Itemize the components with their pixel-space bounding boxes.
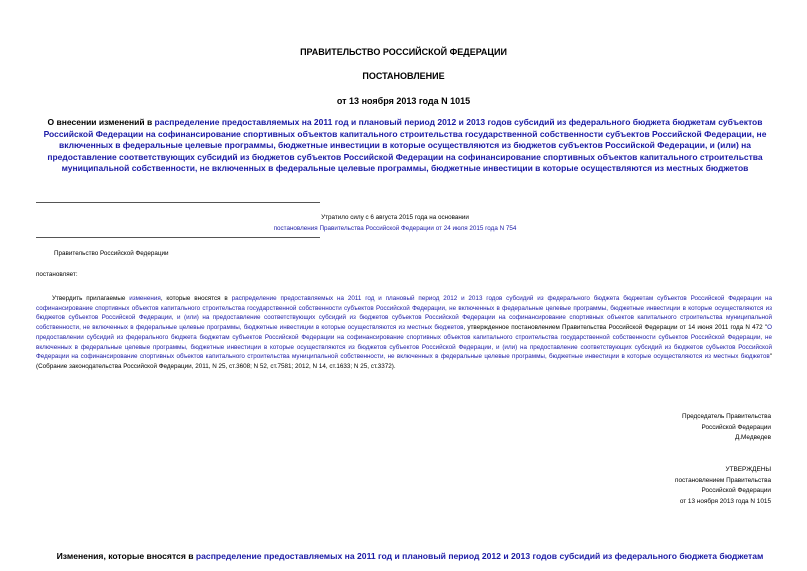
divider-top	[36, 202, 320, 203]
resolution-472-link[interactable]: О предоставлении субсидий из федерального бюджета бюджетам субъектов Российской Федерации на софинансирование спортивных объектов капитального строительства государственной собственности субъектов Российской Федерации, не включенных в федеральные целевые программы, бюджетные инвестиции в которые осуществляются из бюджетов субъектов Российской Федерации, и (или) на предоставление соответствующих субсидий из бюджетов субъектов Российской Федерации на софинансирование спортивных объектов капитального строительства муниципальной собственности, не включенных в федеральные целевые программы, бюджетные инвестиции в которые осуществляются из местных бюджетов	[36, 324, 772, 361]
divider-bottom	[36, 237, 320, 238]
approval-date: от 13 ноября 2013 года N 1015	[679, 497, 771, 505]
approval-by: постановлением Правительства	[675, 476, 771, 484]
title-prefix: О внесении изменений в	[47, 117, 155, 127]
distribution-link[interactable]: распределение предоставляемых на 2011 год и плановый период 2012 и 2013 годов субсидий из федерального бюджета бюджетам субъектов Российской Федерации на софинансирование спортивных объектов капитального строительства государственной собственности субъектов Российской Федерации, не включенных в федеральные целевые программы, бюджетные инвестиции в которые осуществляются из бюджетов субъектов Российской Федерации, и (или) на предоставление соответствующих субсидий из бюджетов субъектов Российской Федерации на софинансирование спортивных объектов капитального строительства муниципальной собственности, не включенных в федеральные целевые программы, бюджетные инвестиции в которые осуществляются из местных бюджетов	[36, 295, 772, 332]
changes-heading-prefix: Изменения, которые вносятся в	[56, 551, 196, 561]
resolution-paragraph	[36, 294, 772, 372]
document-type: ПОСТАНОВЛЕНИЕ	[362, 71, 445, 81]
government-heading: ПРАВИТЕЛЬСТВО РОССИЙСКОЙ ФЕДЕРАЦИИ	[300, 47, 507, 57]
preamble-government: Правительство Российской Федерации	[54, 250, 169, 257]
title-link[interactable]: распределение предоставляемых на 2011 год и плановый период 2012 и 2013 годов субсидий из федерального бюджета бюджетам субъектов Российской Федерации на софинансирование спортивных объектов капитального строительства государственной собственности субъектов Российской Федерации, не включенных в федеральные целевые программы, бюджетные инвестиции в которые осуществляются из бюджетов субъектов Российской Федерации, и (или) на предоставление соответствующих субсидий из бюджетов субъектов Российской Федерации на софинансирование спортивных объектов капитального строительства муниципальной собственности, не включенных в федеральные целевые программы, бюджетные инвестиции в которые осуществляются из местных бюджетов	[43, 117, 767, 174]
repeal-text: Утратило силу с 6 августа 2015 года на основании	[321, 214, 469, 221]
body-text-4: " (Собрание законодательства Российской Федерации, 2011, N 25, ст.3608; N 52, ст.7581; 2012, N 14, ст.1633; N 25, ст.3372).	[36, 353, 772, 370]
body-text-2: , которые вносятся в	[160, 295, 232, 302]
repeal-link[interactable]: постановления Правительства Российской Федерации от 24 июля 2015 года N 754	[273, 224, 517, 232]
body-text-3: , утвержденное постановлением Правительства Российской Федерации от 14 июня 2011 года N 472 "	[463, 324, 768, 332]
repeal-note	[240, 213, 550, 234]
approval-heading: УТВЕРЖДЕНЫ	[725, 466, 771, 473]
document-date-number: от 13 ноября 2013 года N 1015	[336, 96, 471, 106]
body-text-1: Утвердить прилагаемые	[52, 295, 130, 302]
signature-org: Российской Федерации	[701, 423, 771, 431]
changes-heading-link[interactable]: распределение предоставляемых на 2011 год и плановый период 2012 и 2013 годов субсидий из федерального бюджета бюджетам	[195, 551, 764, 561]
signature-name: Д.Медведев	[734, 434, 771, 441]
approval-block	[675, 465, 771, 507]
document-title	[36, 117, 774, 175]
changes-heading	[20, 551, 800, 561]
signature-block	[682, 412, 771, 444]
preamble-decides: постановляет:	[36, 271, 78, 278]
signature-title: Председатель Правительства	[682, 413, 771, 420]
changes-link[interactable]: изменения	[129, 295, 161, 302]
approval-org: Российской Федерации	[701, 487, 771, 494]
